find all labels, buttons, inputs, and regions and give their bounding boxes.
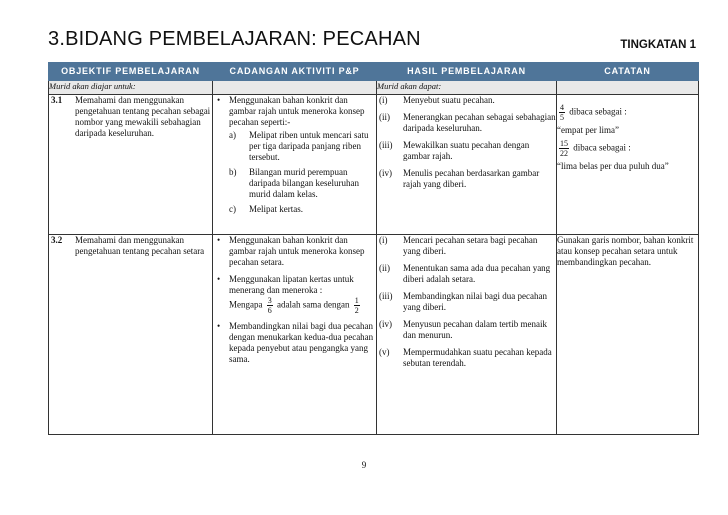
fraction: $\frac{15}{22}$ bbox=[560, 139, 568, 158]
table-header-row bbox=[49, 63, 699, 81]
objective-code: 3.2 bbox=[51, 235, 63, 245]
subheader-notes bbox=[557, 81, 699, 95]
outcome-item: (iii) Mewakilkan suatu pecahan dengan gambar rajah. bbox=[379, 140, 530, 161]
activity-item: • Menggunakan bahan konkrit dan gambar rajah untuk meneroka konsep pecahan seperti:- bbox=[213, 95, 376, 128]
subheader-outcome: Murid akan dapat: bbox=[377, 81, 557, 95]
outcome-cell bbox=[377, 95, 557, 235]
outcome-item: (i) Menyebut suatu pecahan. bbox=[379, 95, 495, 105]
grade-label: TINGKATAN 1 bbox=[620, 39, 696, 51]
note-text: Gunakan garis nombor, bahan konkrit atau konsep pecahan setara untuk membandingkan pecahan. bbox=[557, 235, 694, 267]
notes-cell bbox=[557, 235, 699, 435]
subheader-activity bbox=[213, 81, 377, 95]
curriculum-table bbox=[48, 62, 699, 435]
table-row bbox=[49, 95, 699, 235]
activity-item: • Menggunakan lipatan kertas untuk menerang dan meneroka : Mengapa $\frac{3}{6}$ adalah sama dengan $\frac{1}{2}$ bbox=[213, 274, 376, 315]
column-header-objective: OBJEKTIF PEMBELAJARAN bbox=[49, 63, 213, 81]
note-reading: “lima belas per dua puluh dua” bbox=[557, 161, 669, 171]
activity-sub-item: c) Melipat kertas. bbox=[229, 204, 303, 214]
objective-text: Memahami dan menggunakan pengetahuan tentang pecahan setara bbox=[75, 235, 205, 256]
subheader-objective: Murid akan diajar untuk: bbox=[49, 81, 213, 95]
activity-cell bbox=[213, 95, 377, 235]
outcome-item: (iv) Menyusun pecahan dalam tertib menaik dan menurun. bbox=[379, 319, 547, 340]
activity-item: • Membandingkan nilai bagi dua pecahan dengan menukarkan kedua-dua pecahan kepada penyebut atau pengangka yang sama. bbox=[213, 321, 376, 365]
notes-cell: $\frac{4}{5}$ dibaca sebagai : “empat per lima” $\frac{15}{22}$ dibaca sebagai : “lima belas per dua puluh dua” bbox=[557, 95, 699, 235]
fraction: $\frac{4}{5}$ bbox=[560, 103, 564, 122]
table-subheader-row bbox=[49, 81, 699, 95]
outcome-item: (iii) Membandingkan nilai bagi dua pecahan yang diberi. bbox=[379, 291, 547, 312]
objective-cell bbox=[49, 95, 213, 235]
activity-sub-item: a) Melipat riben untuk mencari satu per tiga daripada panjang riben tersebut. bbox=[229, 130, 369, 162]
column-header-activity: CADANGAN AKTIVITI P&P bbox=[213, 63, 377, 81]
fraction: $\frac{1}{2}$ bbox=[354, 296, 359, 315]
objective-code: 3.1 bbox=[51, 95, 63, 105]
objective-text: Memahami dan menggunakan pengetahuan tentang pecahan sebagai nombor yang mewakili sebahagian daripada keseluruhan. bbox=[75, 95, 211, 138]
column-header-outcome: HASIL PEMBELAJARAN bbox=[377, 63, 557, 81]
page-number: 9 bbox=[361, 460, 367, 470]
objective-cell bbox=[49, 235, 213, 435]
column-header-notes: CATATAN bbox=[557, 63, 699, 81]
activity-cell bbox=[213, 235, 377, 435]
note-reading: “empat per lima” bbox=[557, 125, 619, 135]
activity-sub-item: b) Bilangan murid perempuan daripada bilangan keseluruhan murid dalam kelas. bbox=[229, 167, 359, 199]
outcome-item: (ii) Menentukan sama ada dua pecahan yang diberi adalah setara. bbox=[379, 263, 551, 284]
activity-item: • Menggunakan bahan konkrit dan gambar rajah untuk meneroka konsep pecahan setara. bbox=[213, 235, 376, 268]
outcome-item: (iv) Menulis pecahan berdasarkan gambar rajah yang diberi. bbox=[379, 168, 540, 189]
outcome-item: (i) Mencari pecahan setara bagi pecahan yang diberi. bbox=[379, 235, 538, 256]
outcome-item: (ii) Menerangkan pecahan sebagai sebahagian daripada keseluruhan. bbox=[379, 112, 556, 133]
fraction: $\frac{3}{6}$ bbox=[267, 296, 272, 315]
outcome-item: (v) Mempermudahkan suatu pecahan kepada sebutan terendah. bbox=[379, 347, 552, 368]
outcome-cell bbox=[377, 235, 557, 435]
table-row bbox=[49, 235, 699, 435]
page-title: 3.BIDANG PEMBELAJARAN: PECAHAN bbox=[48, 28, 421, 50]
